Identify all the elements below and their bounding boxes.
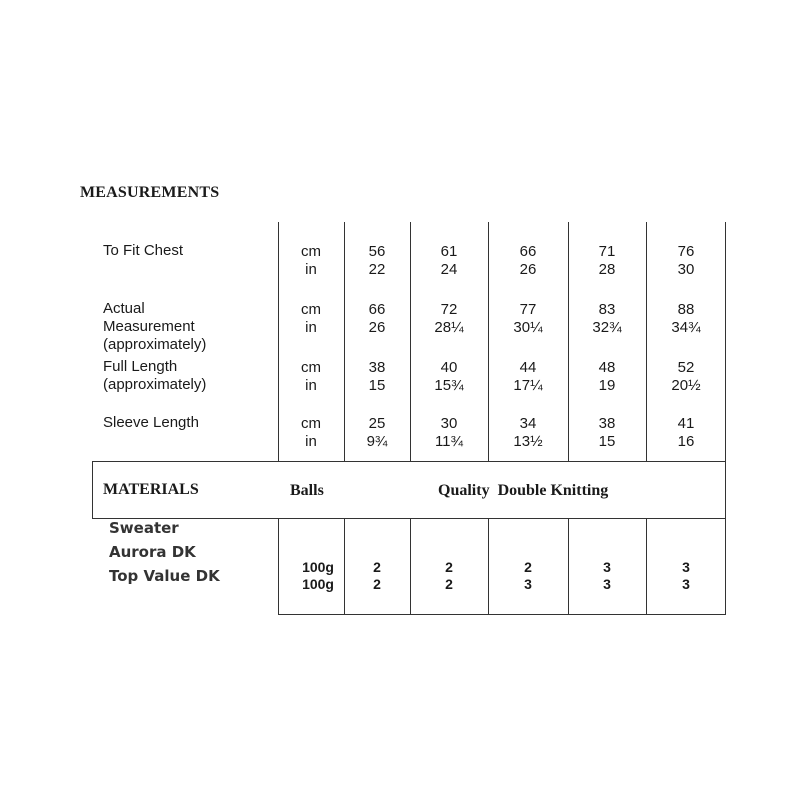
cell: 66 xyxy=(368,301,386,318)
cell: 88 xyxy=(677,301,695,318)
cell: 52 xyxy=(677,359,695,376)
cell: 15 xyxy=(368,377,386,394)
cell: 26 xyxy=(368,319,386,336)
row-label-full-length: Full Length (approximately) xyxy=(103,358,207,393)
cell: 28¼ xyxy=(434,319,464,336)
cell: 38 xyxy=(368,359,386,376)
cell: 24 xyxy=(440,261,458,278)
rule-v-unit xyxy=(278,222,279,461)
rule-v-right xyxy=(725,222,726,615)
yarn-name: Top Value DK xyxy=(109,567,220,585)
cell: 40 xyxy=(440,359,458,376)
unit-cm: cm xyxy=(301,415,321,432)
cell: 56 xyxy=(368,243,386,260)
cell: 61 xyxy=(440,243,458,260)
cell: 34¾ xyxy=(671,319,701,336)
row-label-actual: Actual Measurement (approximately) xyxy=(103,300,207,353)
page-title: MEASUREMENTS xyxy=(80,184,220,201)
rule-v-l-5 xyxy=(646,518,647,615)
ball-count: 3 xyxy=(682,559,690,575)
balls-heading: Balls xyxy=(290,482,324,499)
cell: 26 xyxy=(519,261,537,278)
unit-cm: cm xyxy=(301,301,321,318)
unit-cm: cm xyxy=(301,359,321,376)
cell: 32¾ xyxy=(592,319,622,336)
materials-heading: MATERIALS xyxy=(103,481,199,498)
ball-count: 3 xyxy=(524,576,532,592)
cell: 83 xyxy=(598,301,616,318)
cell: 25 xyxy=(368,415,386,432)
rule-v-3 xyxy=(488,222,489,461)
yarn-weight: 100g xyxy=(302,559,334,575)
cell: 72 xyxy=(440,301,458,318)
cell: 15¾ xyxy=(434,377,464,394)
rule-v-left xyxy=(92,461,93,518)
cell: 38 xyxy=(598,415,616,432)
cell: 76 xyxy=(677,243,695,260)
ball-count: 2 xyxy=(445,559,453,575)
cell: 30 xyxy=(440,415,458,432)
cell: 19 xyxy=(598,377,616,394)
rule-v-5 xyxy=(646,222,647,461)
unit-in: in xyxy=(305,377,317,394)
cell: 9¾ xyxy=(366,433,388,450)
ball-count: 3 xyxy=(603,576,611,592)
cell: 11¾ xyxy=(434,433,464,450)
cell: 71 xyxy=(598,243,616,260)
quality-heading: Quality Double Knitting xyxy=(438,482,609,499)
ball-count: 2 xyxy=(373,576,381,592)
cell: 44 xyxy=(519,359,537,376)
rule-v-l-2 xyxy=(410,518,411,615)
rule-v-l-1 xyxy=(344,518,345,615)
cell: 16 xyxy=(677,433,695,450)
cell: 28 xyxy=(598,261,616,278)
cell: 13½ xyxy=(513,433,543,450)
cell: 48 xyxy=(598,359,616,376)
ball-count: 2 xyxy=(524,559,532,575)
garment-name: Sweater xyxy=(109,519,179,537)
unit-cm: cm xyxy=(301,243,321,260)
yarn-name: Aurora DK xyxy=(109,543,196,561)
cell: 20½ xyxy=(671,377,701,394)
cell: 30 xyxy=(677,261,695,278)
measurements-table xyxy=(92,222,726,615)
cell: 30¼ xyxy=(513,319,543,336)
cell: 66 xyxy=(519,243,537,260)
ball-count: 2 xyxy=(373,559,381,575)
ball-count: 3 xyxy=(682,576,690,592)
cell: 34 xyxy=(519,415,537,432)
rule-v-4 xyxy=(568,222,569,461)
rule-h-mid xyxy=(92,461,726,462)
unit-in: in xyxy=(305,261,317,278)
yarn-weight: 100g xyxy=(302,576,334,592)
unit-in: in xyxy=(305,433,317,450)
cell: 41 xyxy=(677,415,695,432)
row-label-sleeve: Sleeve Length xyxy=(103,414,199,431)
ball-count: 3 xyxy=(603,559,611,575)
ball-count: 2 xyxy=(445,576,453,592)
rule-h-bottom xyxy=(278,614,726,615)
cell: 77 xyxy=(519,301,537,318)
rule-v-l-4 xyxy=(568,518,569,615)
cell: 22 xyxy=(368,261,386,278)
rule-v-l-3 xyxy=(488,518,489,615)
row-label-chest: To Fit Chest xyxy=(103,242,184,259)
rule-h-materials xyxy=(92,518,726,519)
rule-v-l-unit xyxy=(278,518,279,615)
unit-in: in xyxy=(305,319,317,336)
cell: 17¼ xyxy=(513,377,543,394)
cell: 15 xyxy=(598,433,616,450)
